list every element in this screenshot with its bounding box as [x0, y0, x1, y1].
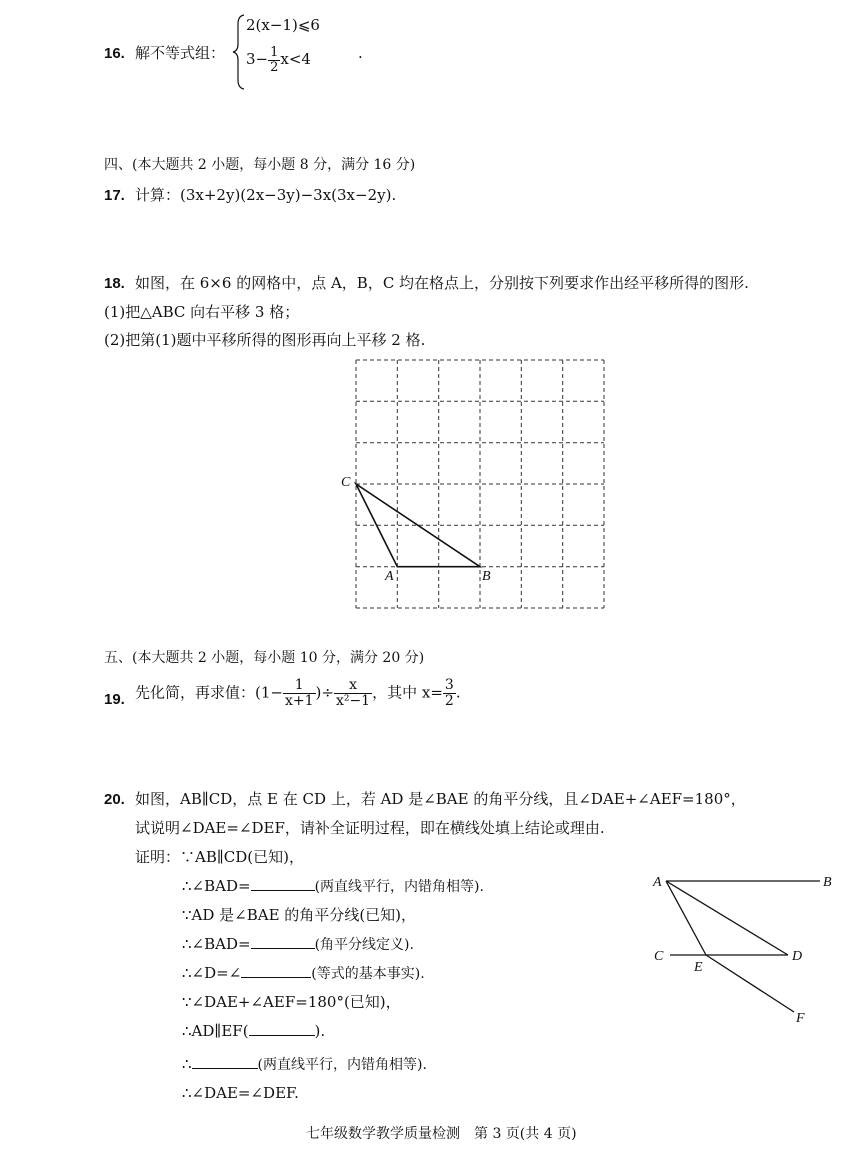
q18-part2: (2)把第(1)题中平移所得的图形再向上平移 2 格.	[104, 331, 426, 349]
proof-step-7-post: (两直线平行，内错角相等).	[257, 1057, 427, 1073]
proof-step-5: ∵∠DAE+∠AEF=180°(已知)，	[182, 993, 401, 1011]
q20-line1: 如图，AB∥CD，点 E 在 CD 上，若 AD 是∠BAE 的角平分线，且∠DAE+∠AEF=180°，	[135, 790, 746, 808]
fig-label-a: A	[653, 875, 662, 890]
proof-step-3-pre: ∴∠BAD=	[182, 935, 251, 953]
q20-line2: 试说明∠DAE=∠DEF，请补全证明过程，即在横线处填上结论或理由.	[135, 819, 605, 837]
proof-step-3	[182, 937, 414, 952]
q16-ineq2-fraction	[268, 46, 280, 74]
proof-step-4-post: (等式的基本事实).	[311, 966, 425, 982]
section5-header: 五、(本大题共 2 小题，每小题 10 分，满分 20 分)	[104, 650, 425, 666]
q16-frac-den: 2	[270, 59, 279, 75]
proof-blank-5[interactable]	[192, 1068, 258, 1069]
q19-f1-den: x+1	[284, 692, 314, 709]
section4-header: 四、(本大题共 2 小题，每小题 8 分，满分 16 分)	[104, 157, 416, 173]
line-ad	[666, 881, 788, 955]
q16-ineq2-suffix: x<4	[280, 50, 311, 69]
proof-step-6	[182, 1024, 325, 1039]
q16-ineq2-prefix: 3−	[246, 50, 269, 69]
q16-brace	[232, 14, 246, 90]
q16-frac-num: 1	[270, 45, 279, 60]
q19-f1-num: 1	[283, 678, 316, 694]
proof-blank-1[interactable]	[251, 890, 315, 891]
q19-mid: )÷	[315, 683, 334, 702]
q16-number: 16.	[104, 45, 125, 62]
q19-fraction-3	[443, 678, 456, 708]
page-footer: 七年级数学教学质量检测 第 3 页(共 4 页)	[306, 1126, 577, 1142]
q19-expression	[135, 678, 461, 708]
proof-step-7	[182, 1057, 427, 1072]
proof-step-7-pre: ∴	[182, 1055, 192, 1073]
label-c: C	[341, 475, 351, 490]
proof-blank-2[interactable]	[251, 948, 315, 949]
q19-f2-den: x²−1	[335, 692, 371, 709]
q19-prompt: 先化简，再求值：(1−	[135, 683, 283, 702]
q20-proof-label: 证明：∵AB∥CD(已知)，	[135, 848, 304, 866]
fig-label-f: F	[796, 1011, 805, 1026]
q19-f3-den: 2	[444, 692, 454, 709]
proof-step-1-post: (两直线平行，内错角相等).	[314, 879, 484, 895]
proof-step-1	[182, 879, 484, 894]
q18-text: 如图，在 6×6 的网格中，点 A，B，C 均在格点上，分别按下列要求作出经平移所得的图形.	[135, 274, 749, 292]
proof-blank-3[interactable]	[241, 977, 311, 978]
q19-end: .	[455, 683, 461, 702]
proof-step-4-pre: ∴∠D=∠	[182, 964, 242, 982]
label-a: A	[385, 569, 394, 584]
proof-blank-4[interactable]	[249, 1035, 315, 1036]
q20-number: 20.	[104, 791, 125, 808]
q19-fraction-1	[283, 678, 316, 708]
proof-step-2: ∵AD 是∠BAE 的角平分线(已知)，	[182, 906, 417, 924]
line-ef	[706, 955, 794, 1012]
q19-tail: ，其中 x=	[372, 683, 443, 702]
fig-label-d: D	[792, 949, 803, 964]
fig-label-c: C	[654, 949, 664, 964]
q19-number: 19.	[104, 691, 125, 708]
proof-step-6-post: ).	[314, 1022, 326, 1040]
line-ae	[666, 881, 706, 955]
q20-parallel-lines-figure	[648, 866, 838, 1026]
q16-prompt: 解不等式组：	[135, 44, 226, 62]
proof-step-4	[182, 966, 425, 981]
q18-grid-figure	[336, 352, 612, 614]
q19-fraction-2	[334, 678, 372, 708]
q16-ineq1: 2(x−1)⩽6	[246, 16, 320, 34]
proof-step-3-post: (角平分线定义).	[314, 937, 414, 953]
fig-label-b: B	[823, 875, 832, 890]
proof-step-1-pre: ∴∠BAD=	[182, 877, 251, 895]
label-b: B	[482, 569, 491, 584]
q19-f2-num: x	[334, 678, 372, 694]
q16-end: .	[358, 44, 363, 62]
q18-part1: (1)把△ABC 向右平移 3 格；	[104, 303, 300, 321]
q19-f3-num: 3	[444, 677, 454, 693]
proof-step-8: ∴∠DAE=∠DEF.	[182, 1084, 299, 1102]
q16-ineq2	[246, 46, 311, 74]
proof-step-6-pre: ∴AD∥EF(	[182, 1022, 249, 1040]
q17-number: 17.	[104, 187, 125, 204]
fig-label-e: E	[694, 960, 703, 975]
q17-text: 计算：(3x+2y)(2x−3y)−3x(3x−2y).	[135, 186, 397, 204]
q18-number: 18.	[104, 275, 125, 292]
